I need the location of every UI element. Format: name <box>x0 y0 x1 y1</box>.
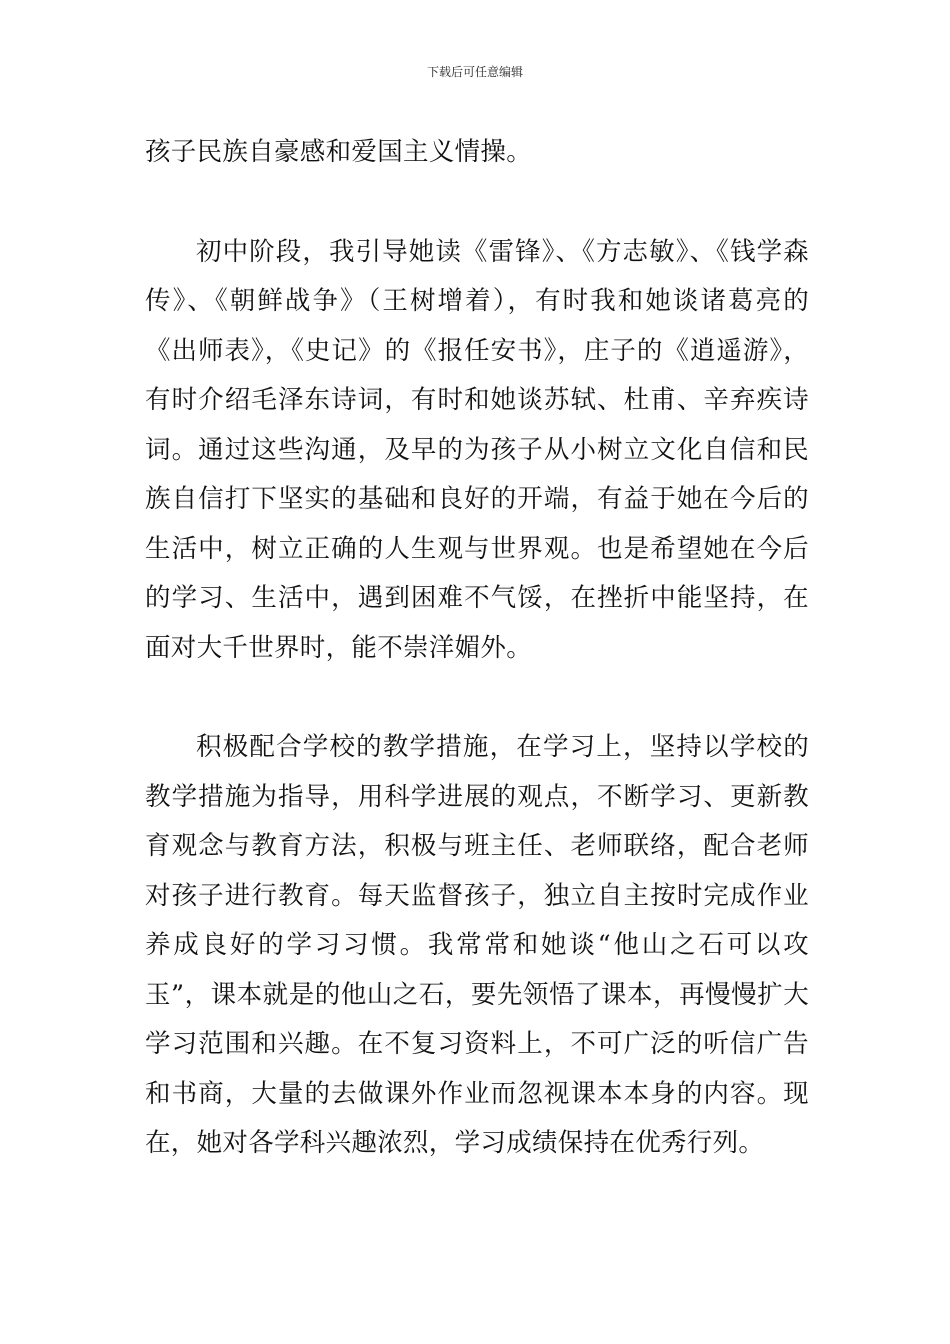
paragraph-school-cooperation: 积极配合学校的教学措施，在学习上，坚持以学校的教学措施为指导，用科学进展的观点，不断学习、更新教育观念与教育方法，积极与班主任、老师联络，配合老师对孩子进行教育。每天监督孩子，独立自主按时完成作业养成良好的学习习惯。我常常和她谈“他山之石可以攻玉”，课本就是的他山之石，要先领悟了课本，再慢慢扩大学习范围和兴趣。在不复习资料上，不可广泛的听信广告和书商，大量的去做课外作业而忽视课本本身的内容。现在，她对各学科兴趣浓烈，学习成绩保持在优秀行列。 <box>145 732 809 1158</box>
paragraph-gap <box>145 178 809 228</box>
paragraph-reading-guidance: 初中阶段，我引导她读《雷锋》、《方志敏》、《钱学森传》、《朝鲜战争》（王树增着），有时我和她谈诸葛亮的《出师表》，《史记》的《报任安书》，庄子的《逍遥游》，有时介绍毛泽东诗词，有时和她谈苏轼、杜甫、辛弃疾诗词。通过这些沟通，及早的为孩子从小树立文化自信和民族自信打下坚实的基础和良好的开端，有益于她在今后的生活中，树立正确的人生观与世界观。也是希望她在今后的学习、生活中，遇到困难不气馁，在挫折中能坚持，在面对大千世界时，能不崇洋媚外。 <box>145 236 809 663</box>
paragraph-gap <box>145 673 809 723</box>
paragraph-continuation: 孩子民族自豪感和爱国主义情操。 <box>145 137 533 167</box>
page-header: 下载后可任意编辑 <box>426 65 523 79</box>
document-body <box>145 128 809 1169</box>
